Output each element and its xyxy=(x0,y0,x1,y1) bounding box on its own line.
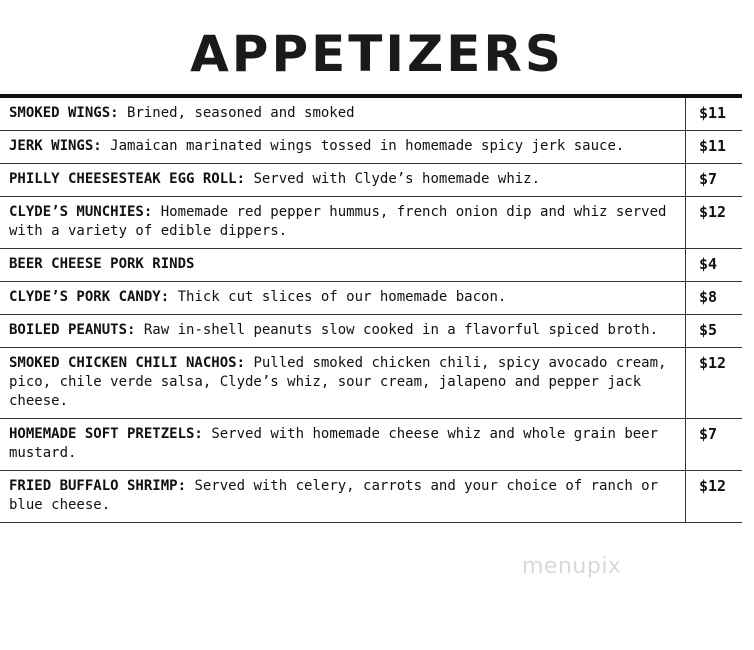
menu-item-price: $11 xyxy=(699,137,727,155)
menu-item-description: Served with celery, carrots and your choice of ranch or blue cheese. xyxy=(9,478,659,513)
menu-item-price: $7 xyxy=(699,170,718,188)
menu-item-price: $12 xyxy=(699,203,727,221)
menu-item-description-cell xyxy=(0,282,686,314)
menu-item-row xyxy=(0,164,742,197)
menu-item-name: SMOKED WINGS: xyxy=(9,105,119,121)
menu-item-price: $8 xyxy=(699,288,718,306)
menu-item-description-cell xyxy=(0,249,686,281)
menu-item-description-cell xyxy=(0,164,686,196)
menu-item-description: Served with homemade cheese whiz and whole grain beer mustard. xyxy=(9,426,659,461)
menu-item-description-cell xyxy=(0,315,686,347)
menu-item-description: Thick cut slices of our homemade bacon. xyxy=(177,289,507,305)
menu-item-row xyxy=(0,197,742,249)
menu-item-description-cell xyxy=(0,98,686,130)
menu-item-price: $5 xyxy=(699,321,718,339)
menu-item-name: CLYDE’S MUNCHIES: xyxy=(9,204,153,220)
menu-item-row xyxy=(0,131,742,164)
menu-item-name: HOMEMADE SOFT PRETZELS: xyxy=(9,426,203,442)
menupix-watermark: menupix xyxy=(522,554,622,579)
menu-item-description-cell xyxy=(0,419,686,470)
menu-item-description: Pulled smoked chicken chili, spicy avocado cream, pico, chile verde salsa, Clyde’s whiz, sour cream, jalapeno and pepper jack cheese. xyxy=(9,355,667,409)
page-title: APPETIZERS xyxy=(190,25,564,83)
menu-item-description-cell xyxy=(0,131,686,163)
menu-item-name: FRIED BUFFALO SHRIMP: xyxy=(9,478,187,494)
menu-item-description: Raw in-shell peanuts slow cooked in a flavorful spiced broth. xyxy=(143,322,659,338)
menu-item-description: Brined, seasoned and smoked xyxy=(127,105,355,121)
menu-item-row xyxy=(0,282,742,315)
menu-item-description: Homemade red pepper hummus, french onion dip and whiz served with a variety of edible dippers. xyxy=(9,204,667,239)
menu-item-name: BOILED PEANUTS: xyxy=(9,322,136,338)
menu-item-price: $12 xyxy=(699,354,727,372)
menu-item-price: $4 xyxy=(699,255,718,273)
menu-item-description: Served with Clyde’s homemade whiz. xyxy=(253,171,541,187)
menu-item-name: JERK WINGS: xyxy=(9,138,102,154)
menu-item-name: PHILLY CHEESESTEAK EGG ROLL: xyxy=(9,171,246,187)
menu-item-row xyxy=(0,98,742,131)
menu-item-row xyxy=(0,471,742,523)
menu-item-description-cell xyxy=(0,197,686,248)
menu-item-row xyxy=(0,249,742,282)
menu-item-name: CLYDE’S PORK CANDY: xyxy=(9,289,170,305)
menu-item-price: $11 xyxy=(699,104,727,122)
menu-item-row xyxy=(0,419,742,471)
menu-item-price: $7 xyxy=(699,425,718,443)
menu-item-description: Jamaican marinated wings tossed in homemade spicy jerk sauce. xyxy=(110,138,625,154)
menu-item-description-cell xyxy=(0,471,686,522)
menu-item-row xyxy=(0,348,742,419)
menu-item-description-cell xyxy=(0,348,686,418)
menu-item-row xyxy=(0,315,742,348)
menu-item-name: SMOKED CHICKEN CHILI NACHOS: xyxy=(9,355,246,371)
menu-item-price: $12 xyxy=(699,477,727,495)
menu-table xyxy=(0,98,742,523)
menu-item-name: BEER CHEESE PORK RINDS xyxy=(9,256,195,272)
